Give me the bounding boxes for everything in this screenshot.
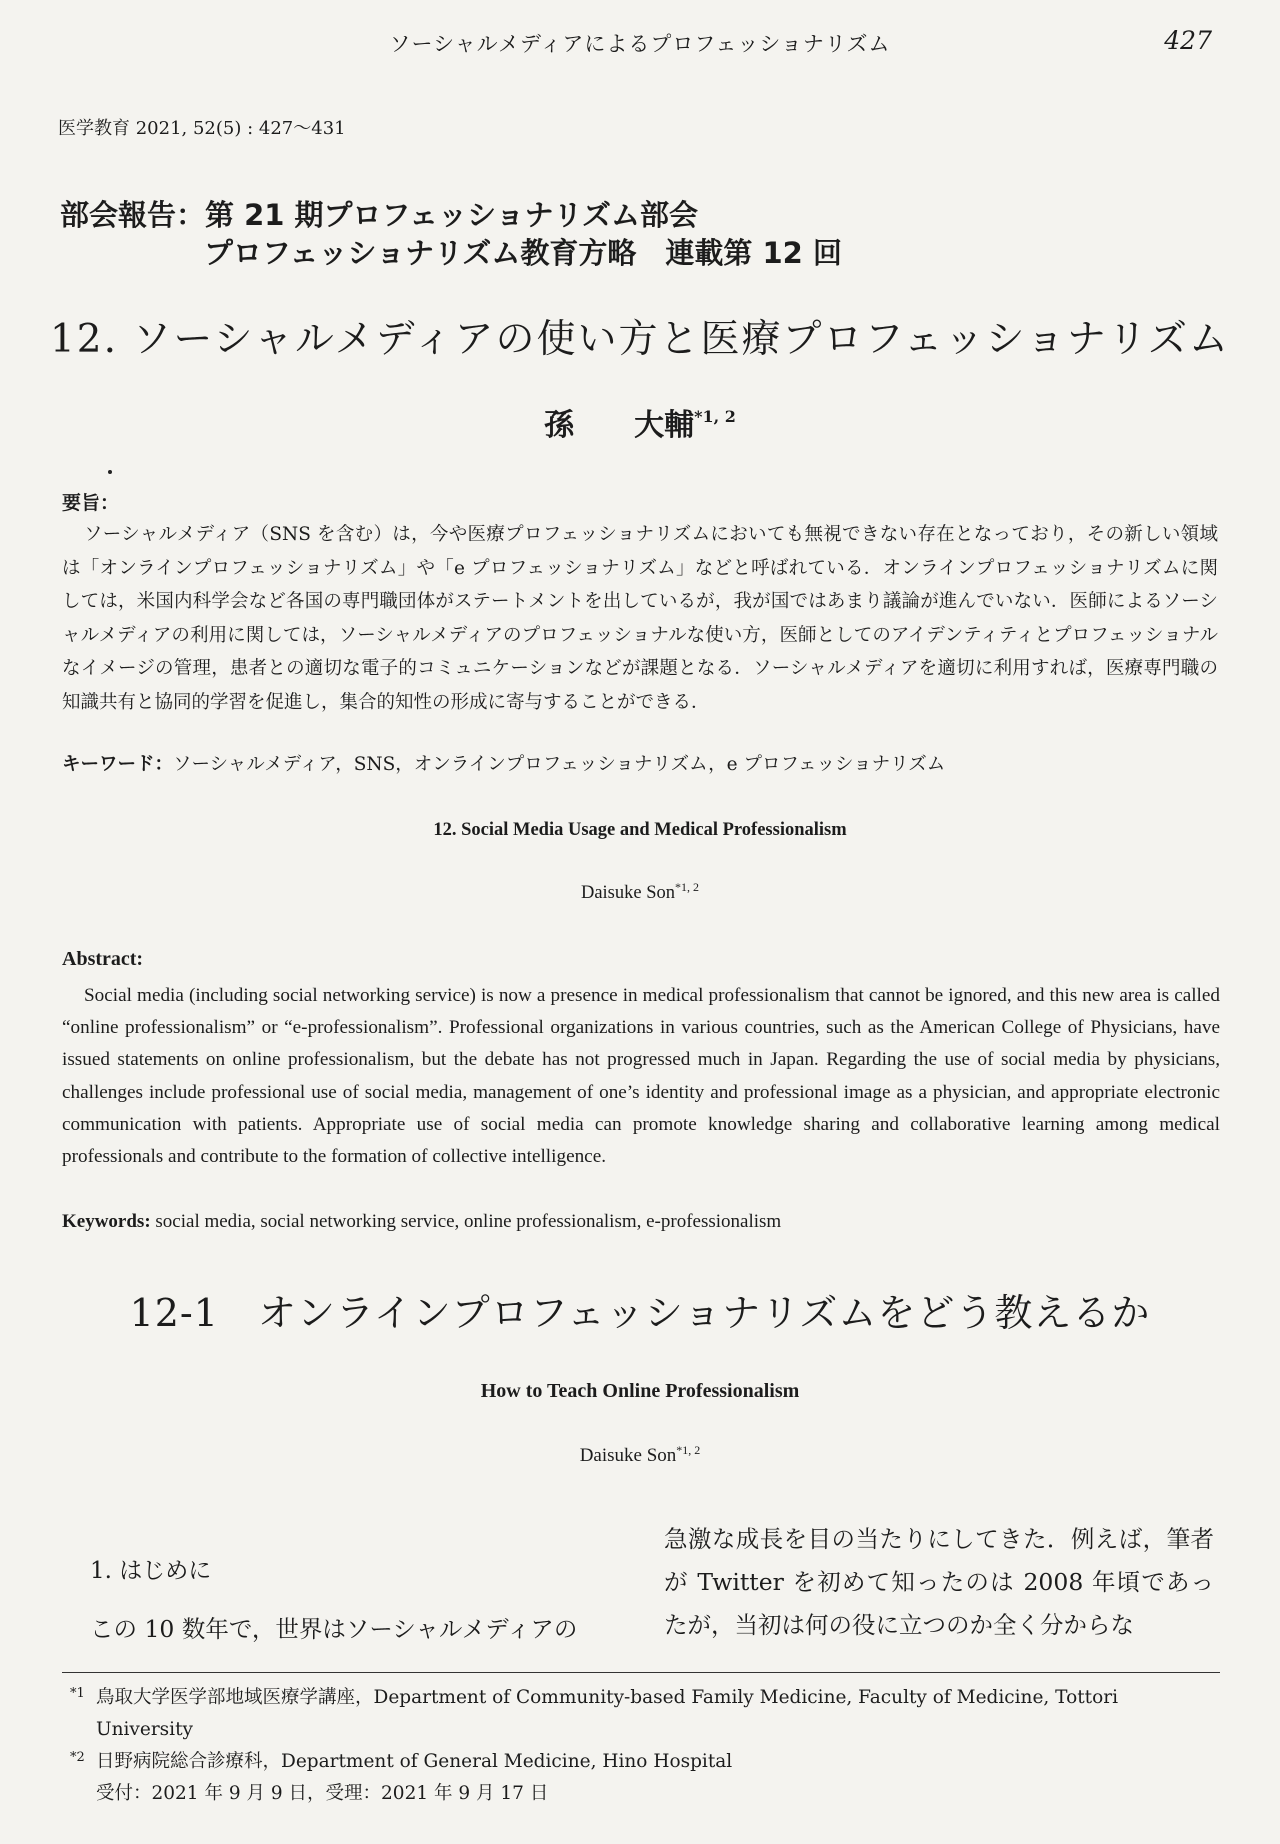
footnote-2-text: 日野病院総合診療科，Department of General Medicine, Hino Hospital	[96, 1751, 733, 1772]
footnote-1	[62, 1682, 1220, 1746]
author-name-ja: 孫 大輔	[544, 408, 695, 443]
footnote-1-text: 鳥取大学医学部地域医療学講座，Department of Community-based Family Medicine, Faculty of Medicine, Tottori University	[96, 1687, 1118, 1740]
section-english-title: How to Teach Online Professionalism	[480, 1380, 800, 1402]
footnote-1-mark: *1	[70, 1686, 85, 1701]
english-title: 12. Social Media Usage and Medical Professionalism	[433, 820, 847, 840]
section-title: 12-1 オンラインプロフェッショナリズムをどう教えるか	[129, 1291, 1151, 1335]
report-heading-line1: 部会報告：第 21 期プロフェッショナリズム部会	[60, 198, 698, 232]
footnote-2-mark: *2	[70, 1750, 85, 1765]
report-heading-line2: プロフェッショナリズム教育方略 連載第 12 回	[204, 236, 842, 270]
report-heading	[60, 196, 842, 272]
running-head: ソーシャルメディアによるプロフェッショナリズム	[389, 32, 891, 56]
abstract-en-text: Social media (including social networking service) is now a presence in medical professionalism that cannot be ignored, and this new area is called “online professionalism” or “e-professionalism”. Professional organizations in various countries, such as the American College of Physicians, have issued statements on online professionalism, but the debate has not progressed much in Japan. Regarding the use of social media by physicians, challenges include professional use of social media, management of one’s identity and professional image as a physician, and appropriate electronic communication with patients. Appropriate use of social media can promote knowledge sharing and collaborative learning among medical professionals and contribute to the formation of collective intelligence.	[62, 985, 1220, 1168]
intro-column-right: 急激な成長を目の当たりにしてきた．例えば，筆者が Twitter を初めて知ったのは 2008 年頃であったが，当初は何の役に立つのか全く分からな	[664, 1525, 1214, 1639]
abstract-ja-text: ソーシャルメディア（SNS を含む）は，今や医療プロフェッショナリズムにおいても無視できない存在となっており，その新しい領域は「オンラインプロフェッショナリズム」や「e プロフェッショナリズム」などと呼ばれている．オンラインプロフェッショナリズムに関しては，米国内科学会など各国の専門職団体がステートメントを出しているが，我が国ではあまり議論が進んでいない．医師によるソーシャルメディアの利用に関しては，ソーシャルメディアのプロフェッショナルな使い方，医師としてのアイデンティティとプロフェッショナルなイメージの管理，患者との適切な電子的コミュニケーションなどが課題となる．ソーシャルメディアを適切に利用すれば，医療専門職の知識共有と協同的学習を促進し，集合的知性の形成に寄与することができる．	[62, 524, 1218, 713]
intro-column-left: この 10 数年で，世界はソーシャルメディアの	[90, 1615, 578, 1643]
keywords-en-list: social media, social networking service, online professionalism, e-professionalism	[155, 1211, 782, 1232]
scan-dot	[108, 470, 112, 474]
author-japanese	[0, 400, 1280, 444]
keywords-en	[62, 1211, 781, 1233]
received-accepted-dates: 受付：2021 年 9 月 9 日，受理：2021 年 9 月 17 日	[96, 1783, 549, 1804]
english-author	[0, 880, 1280, 904]
journal-citation: 医学教育 2021, 52(5) : 427〜431	[58, 118, 346, 139]
intro-heading: 1. はじめに	[90, 1558, 212, 1584]
footnote-2	[62, 1746, 1220, 1778]
section-author	[0, 1443, 1280, 1467]
page-number: 427	[1164, 26, 1212, 55]
abstract-en-label: Abstract:	[62, 948, 144, 970]
keywords-ja	[62, 750, 945, 776]
footnotes	[62, 1682, 1220, 1810]
english-author-mark: *1, 2	[675, 880, 700, 894]
footnote-divider	[62, 1672, 1220, 1673]
keywords-ja-label: キーワード：	[62, 754, 174, 775]
author-affiliation-mark: *1, 2	[694, 407, 736, 426]
section-author-mark: *1, 2	[676, 1443, 701, 1457]
section-author-name: Daisuke Son	[579, 1445, 677, 1466]
keywords-ja-list: ソーシャルメディア，SNS，オンラインプロフェッショナリズム，e プロフェッショナリズム	[173, 754, 946, 775]
abstract-ja-label: 要旨：	[62, 492, 120, 514]
article-title: 12. ソーシャルメディアの使い方と医療プロフェッショナリズム	[49, 317, 1231, 362]
english-author-name: Daisuke Son	[580, 883, 676, 903]
keywords-en-label: Keywords:	[62, 1211, 151, 1232]
